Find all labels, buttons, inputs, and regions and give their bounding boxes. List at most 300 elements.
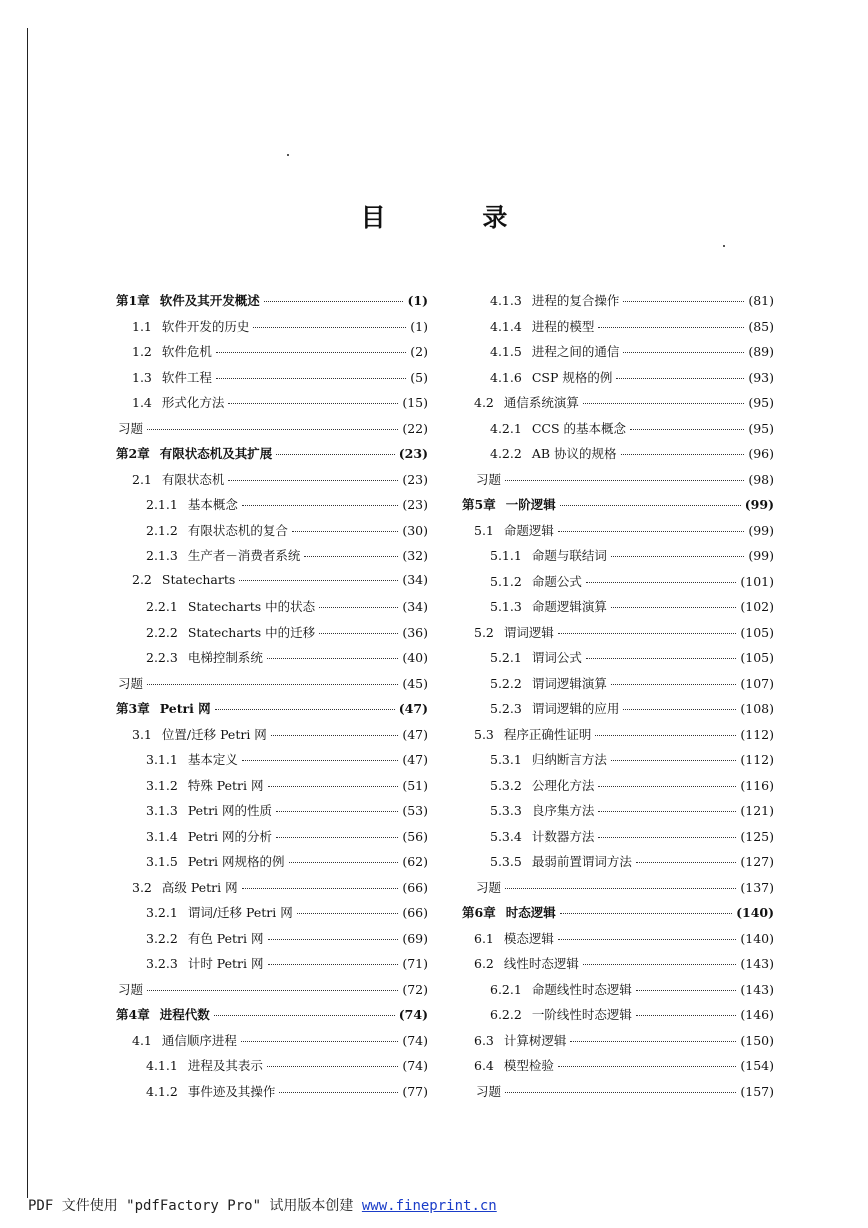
toc-entry-label: 归纳断言方法 — [531, 752, 607, 767]
toc-entry-label: 线性时态逻辑 — [503, 956, 579, 971]
toc-section-entry[interactable] — [462, 1031, 774, 1057]
toc-leader-dots — [264, 301, 404, 302]
toc-leader-dots — [586, 582, 737, 583]
toc-section-entry[interactable] — [116, 903, 428, 929]
toc-leader-dots — [214, 1015, 395, 1016]
toc-entry-page: (23) — [402, 471, 428, 487]
toc-leader-dots — [215, 709, 395, 710]
toc-entry-label: 习题 — [476, 471, 502, 487]
toc-entry-label: 进程的复合操作 — [531, 293, 620, 308]
toc-entry-page: (99) — [744, 497, 774, 512]
toc-section-entry[interactable] — [462, 648, 774, 674]
toc-entry-page: (112) — [740, 726, 774, 742]
toc-entry-label: 通信系统演算 — [503, 395, 579, 410]
toc-leader-dots — [583, 403, 744, 404]
toc-entry-label: 有色 Petri 网 — [187, 930, 264, 946]
toc-entry-page: (36) — [402, 624, 428, 640]
toc-entry-label: Statecharts — [161, 571, 236, 587]
toc-entry-page: (22) — [402, 420, 428, 436]
toc-entry-page: (150) — [740, 1032, 774, 1048]
toc-leader-dots — [304, 556, 398, 557]
toc-leader-dots — [558, 1066, 736, 1067]
toc-leader-dots — [267, 1066, 399, 1067]
toc-entry-page: (77) — [402, 1083, 428, 1099]
toc-leader-dots — [271, 735, 399, 736]
toc-entry-number: 5.1.2 — [490, 573, 522, 589]
toc-section-entry[interactable] — [116, 342, 428, 368]
toc-section-entry[interactable] — [116, 878, 428, 904]
toc-entry-page: (51) — [402, 777, 428, 793]
toc-leader-dots — [216, 378, 406, 379]
toc-leader-dots — [297, 913, 399, 914]
toc-section-entry[interactable] — [462, 980, 774, 1006]
toc-entry-label: 时态逻辑 — [505, 905, 556, 920]
toc-section-entry[interactable] — [462, 342, 774, 368]
toc-entry-label: 软件及其开发概述 — [159, 293, 260, 308]
toc-leader-dots — [558, 531, 744, 532]
toc-entry-page: (32) — [402, 548, 428, 563]
toc-entry-label: 计算树逻辑 — [503, 1032, 567, 1048]
toc-entry-page: (47) — [402, 752, 428, 767]
toc-exercise-entry[interactable] — [462, 878, 774, 904]
toc-leader-dots — [147, 684, 398, 685]
toc-entry-number: 1.2 — [132, 344, 152, 359]
toc-entry-page: (98) — [748, 471, 774, 487]
toc-leader-dots — [623, 301, 744, 302]
toc-section-entry[interactable] — [116, 368, 428, 394]
toc-leader-dots — [598, 811, 736, 812]
toc-entry-label: 公理化方法 — [531, 777, 595, 793]
toc-entry-page: (105) — [740, 650, 774, 665]
toc-entry-label: 特殊 Petri 网 — [187, 777, 264, 793]
toc-section-entry[interactable] — [116, 852, 428, 878]
toc-entry-number: 5.1.1 — [490, 548, 522, 563]
toc-chapter-entry[interactable] — [116, 699, 428, 725]
toc-entry-label: Petri 网的分析 — [187, 828, 273, 844]
toc-entry-page: (47) — [398, 701, 428, 716]
toc-entry-number: 5.3.1 — [490, 752, 522, 767]
toc-chapter-entry[interactable] — [116, 444, 428, 470]
toc-entry-label: 软件危机 — [161, 344, 212, 359]
toc-entry-number: 第2章 — [116, 446, 150, 461]
toc-entry-page: (93) — [748, 369, 774, 385]
toc-entry-label: 一阶逻辑 — [505, 497, 556, 512]
toc-leader-dots — [586, 658, 737, 659]
toc-entry-label: 谓词公式 — [531, 650, 582, 665]
toc-entry-page: (15) — [402, 395, 428, 410]
toc-entry-label: 谓词逻辑的应用 — [531, 701, 620, 716]
toc-section-entry[interactable] — [116, 546, 428, 572]
toc-entry-label: 有限状态机及其扩展 — [159, 446, 273, 461]
toc-entry-number: 5.2 — [474, 624, 494, 640]
toc-entry-label: 有限状态机的复合 — [187, 522, 288, 538]
toc-section-entry[interactable] — [116, 1031, 428, 1057]
toc-entry-page: (95) — [748, 395, 774, 410]
toc-entry-page: (146) — [740, 1007, 774, 1022]
toc-entry-page: (34) — [402, 599, 428, 614]
toc-section-entry[interactable] — [462, 954, 774, 980]
toc-entry-label: 高级 Petri 网 — [161, 879, 238, 895]
toc-leader-dots — [570, 1041, 736, 1042]
toc-entry-number: 第1章 — [116, 293, 150, 308]
toc-entry-number: 3.2.3 — [146, 956, 178, 971]
toc-chapter-entry[interactable] — [462, 903, 774, 929]
toc-entry-number: 3.2.2 — [146, 930, 178, 946]
toc-entry-label: 进程的模型 — [531, 318, 595, 334]
toc-leader-dots — [228, 403, 398, 404]
toc-leader-dots — [228, 480, 398, 481]
toc-section-entry[interactable] — [462, 929, 774, 955]
toc-entry-number: 5.2.2 — [490, 675, 522, 691]
toc-entry-number: 5.3 — [474, 726, 494, 742]
toc-left-column — [116, 291, 428, 1107]
toc-entry-page: (105) — [740, 624, 774, 640]
toc-section-entry[interactable] — [462, 546, 774, 572]
toc-entry-page: (1) — [410, 318, 428, 334]
toc-entry-page: (74) — [402, 1058, 428, 1073]
toc-leader-dots — [319, 633, 398, 634]
toc-entry-number: 5.3.3 — [490, 803, 522, 818]
toc-entry-number: 6.2 — [474, 956, 494, 971]
toc-exercise-entry[interactable] — [116, 980, 428, 1006]
toc-entry-page: (47) — [402, 726, 428, 742]
toc-entry-number: 4.2.2 — [490, 446, 522, 461]
toc-entry-page: (140) — [740, 930, 774, 946]
toc-entry-label: 习题 — [118, 675, 144, 691]
toc-entry-label: 形式化方法 — [161, 395, 225, 410]
toc-chapter-entry[interactable] — [116, 291, 428, 317]
toc-entry-page: (108) — [740, 701, 774, 716]
toc-leader-dots — [242, 505, 399, 506]
toc-entry-page: (23) — [398, 446, 428, 461]
toc-entry-page: (95) — [748, 420, 774, 436]
toc-entry-label: Statecharts 中的状态 — [187, 599, 316, 614]
toc-entry-page: (56) — [402, 828, 428, 844]
toc-entry-page: (125) — [740, 828, 774, 844]
toc-entry-label: 计数器方法 — [531, 828, 595, 844]
toc-entry-page: (96) — [748, 446, 774, 461]
toc-section-entry[interactable] — [462, 368, 774, 394]
toc-section-entry[interactable] — [116, 1082, 428, 1108]
toc-entry-page: (154) — [740, 1058, 774, 1073]
toc-section-entry[interactable] — [462, 776, 774, 802]
toc-leader-dots — [630, 429, 744, 430]
toc-entry-page: (102) — [740, 599, 774, 614]
toc-leader-dots — [505, 888, 736, 889]
toc-section-entry[interactable] — [462, 801, 774, 827]
toc-entry-page: (66) — [402, 879, 428, 895]
toc-section-entry[interactable] — [116, 572, 428, 598]
toc-entry-label: 命题公式 — [531, 573, 582, 589]
toc-entry-number: 2.2.2 — [146, 624, 178, 640]
toc-chapter-entry[interactable] — [462, 495, 774, 521]
toc-entry-number: 4.1.4 — [490, 318, 522, 334]
toc-leader-dots — [147, 990, 398, 991]
footer-link[interactable]: www.fineprint.cn — [361, 1198, 497, 1214]
toc-entry-number: 2.1.1 — [146, 497, 178, 512]
toc-entry-page: (107) — [740, 675, 774, 691]
toc-section-entry[interactable] — [462, 674, 774, 700]
page-title: 目 录 — [360, 203, 552, 232]
toc-section-entry[interactable] — [462, 852, 774, 878]
toc-entry-page: (74) — [402, 1032, 428, 1048]
toc-section-entry[interactable] — [462, 623, 774, 649]
toc-leader-dots — [558, 939, 736, 940]
toc-entry-page: (89) — [748, 344, 774, 359]
toc-section-entry[interactable] — [116, 648, 428, 674]
toc-entry-label: 命题线性时态逻辑 — [531, 981, 632, 997]
toc-entry-label: 模态逻辑 — [503, 930, 554, 946]
toc-leader-dots — [505, 480, 744, 481]
toc-leader-dots — [241, 1041, 398, 1042]
toc-leader-dots — [242, 760, 399, 761]
toc-entry-number: 4.1 — [132, 1032, 152, 1048]
toc-entry-label: Statecharts 中的迁移 — [187, 624, 316, 640]
toc-leader-dots — [598, 327, 744, 328]
toc-entry-number: 6.2.1 — [490, 981, 522, 997]
toc-section-entry[interactable] — [116, 317, 428, 343]
toc-entry-number: 5.3.2 — [490, 777, 522, 793]
toc-entry-page: (157) — [740, 1083, 774, 1099]
toc-entry-label: 谓词逻辑 — [503, 624, 554, 640]
toc-section-entry[interactable] — [116, 750, 428, 776]
footer-text: PDF 文件使用 "pdfFactory Pro" 试用版本创建 — [28, 1198, 354, 1214]
toc-section-entry[interactable] — [116, 929, 428, 955]
toc-entry-label: 命题逻辑演算 — [531, 599, 607, 614]
toc-entry-label: 软件开发的历史 — [161, 318, 250, 334]
toc-entry-number: 2.2 — [132, 571, 152, 587]
toc-entry-page: (121) — [740, 803, 774, 818]
toc-entry-page: (2) — [410, 344, 428, 359]
toc-leader-dots — [558, 633, 736, 634]
toc-entry-number: 第5章 — [462, 497, 496, 512]
toc-exercise-entry[interactable] — [462, 1082, 774, 1108]
toc-leader-dots — [276, 811, 398, 812]
toc-entry-label: 习题 — [118, 420, 144, 436]
toc-entry-number: 3.2.1 — [146, 905, 178, 920]
toc-entry-label: 软件工程 — [161, 369, 212, 385]
toc-entry-number: 4.2 — [474, 395, 494, 410]
toc-entry-label: 最弱前置谓词方法 — [531, 854, 632, 869]
toc-exercise-entry[interactable] — [116, 419, 428, 445]
toc-entry-number: 4.1.3 — [490, 293, 522, 308]
toc-entry-label: Petri 网的性质 — [187, 803, 273, 818]
toc-entry-page: (101) — [740, 573, 774, 589]
toc-entry-page: (62) — [402, 854, 428, 869]
toc-entry-number: 5.3.5 — [490, 854, 522, 869]
toc-section-entry[interactable] — [116, 1056, 428, 1082]
toc-section-entry[interactable] — [116, 521, 428, 547]
toc-entry-number: 3.2 — [132, 879, 152, 895]
toc-entry-page: (71) — [402, 956, 428, 971]
toc-entry-page: (1) — [407, 293, 428, 308]
toc-entry-label: 良序集方法 — [531, 803, 595, 818]
toc-leader-dots — [253, 327, 406, 328]
toc-entry-number: 2.1.3 — [146, 548, 178, 563]
toc-leader-dots — [268, 964, 399, 965]
toc-section-entry[interactable] — [116, 495, 428, 521]
toc-leader-dots — [560, 913, 732, 914]
toc-entry-number: 5.1 — [474, 522, 494, 538]
toc-section-entry[interactable] — [462, 317, 774, 343]
toc-section-entry[interactable] — [116, 827, 428, 853]
toc-entry-label: 通信顺序进程 — [161, 1032, 237, 1048]
toc-entry-page: (72) — [402, 981, 428, 997]
toc-entry-page: (53) — [402, 803, 428, 818]
toc-leader-dots — [319, 607, 398, 608]
toc-leader-dots — [623, 709, 736, 710]
toc-entry-number: 3.1.5 — [146, 854, 178, 869]
toc-entry-label: 命题逻辑 — [503, 522, 554, 538]
toc-entry-number: 3.1.2 — [146, 777, 178, 793]
toc-section-entry[interactable] — [462, 750, 774, 776]
toc-entry-label: 电梯控制系统 — [187, 650, 263, 665]
toc-section-entry[interactable] — [462, 444, 774, 470]
toc-section-entry[interactable] — [116, 470, 428, 496]
toc-leader-dots — [242, 888, 399, 889]
toc-leader-dots — [583, 964, 736, 965]
toc-section-entry[interactable] — [462, 1005, 774, 1031]
toc-entry-number: 6.2.2 — [490, 1007, 522, 1022]
toc-entry-number: 3.1.1 — [146, 752, 178, 767]
toc-entry-page: (30) — [402, 522, 428, 538]
toc-entry-label: 程序正确性证明 — [503, 726, 592, 742]
toc-entry-number: 4.1.1 — [146, 1058, 178, 1073]
toc-leader-dots — [560, 505, 741, 506]
toc-entry-number: 第6章 — [462, 905, 496, 920]
toc-entry-label: 模型检验 — [503, 1058, 554, 1073]
toc-entry-number: 3.1.4 — [146, 828, 178, 844]
toc-entry-page: (127) — [740, 854, 774, 869]
toc-leader-dots — [621, 454, 745, 455]
toc-entry-number: 1.1 — [132, 318, 152, 334]
toc-entry-number: 5.1.3 — [490, 599, 522, 614]
toc-entry-label: 谓词逻辑演算 — [531, 675, 607, 691]
toc-entry-label: 位置/迁移 Petri 网 — [161, 726, 267, 742]
toc-entry-number: 3.1 — [132, 726, 152, 742]
toc-leader-dots — [598, 837, 736, 838]
toc-entry-number: 4.1.2 — [146, 1083, 178, 1099]
scan-speck — [723, 245, 725, 247]
toc-entry-page: (112) — [740, 752, 774, 767]
toc-leader-dots — [636, 1015, 737, 1016]
toc-entry-number: 2.1 — [132, 471, 152, 487]
toc-leader-dots — [268, 939, 399, 940]
toc-entry-label: 谓词/迁移 Petri 网 — [187, 905, 293, 920]
toc-entry-number: 4.1.6 — [490, 369, 522, 385]
toc-entry-page: (40) — [402, 650, 428, 665]
toc-leader-dots — [147, 429, 398, 430]
toc-entry-number: 2.1.2 — [146, 522, 178, 538]
toc-entry-number: 4.2.1 — [490, 420, 522, 436]
toc-entry-label: Petri 网规格的例 — [187, 854, 285, 869]
toc-entry-page: (45) — [402, 675, 428, 691]
toc-section-entry[interactable] — [462, 725, 774, 751]
toc-leader-dots — [636, 990, 737, 991]
toc-section-entry[interactable] — [116, 954, 428, 980]
toc-leader-dots — [611, 556, 745, 557]
toc-leader-dots — [276, 454, 395, 455]
toc-exercise-entry[interactable] — [116, 674, 428, 700]
toc-entry-number: 5.2.1 — [490, 650, 522, 665]
toc-entry-number: 6.4 — [474, 1058, 494, 1073]
toc-entry-label: 进程代数 — [159, 1007, 210, 1022]
toc-entry-label: 习题 — [476, 1083, 502, 1099]
toc-leader-dots — [292, 531, 399, 532]
toc-entry-number: 5.2.3 — [490, 701, 522, 716]
toc-leader-dots — [276, 837, 398, 838]
toc-section-entry[interactable] — [116, 776, 428, 802]
toc-section-entry[interactable] — [462, 291, 774, 317]
toc-entry-page: (99) — [748, 548, 774, 563]
toc-entry-page: (66) — [402, 905, 428, 920]
toc-section-entry[interactable] — [462, 1056, 774, 1082]
toc-entry-number: 4.1.5 — [490, 344, 522, 359]
toc-section-entry[interactable] — [462, 597, 774, 623]
toc-entry-label: 进程及其表示 — [187, 1058, 263, 1073]
toc-section-entry[interactable] — [462, 699, 774, 725]
toc-entry-number: 1.3 — [132, 369, 152, 385]
toc-entry-number: 3.1.3 — [146, 803, 178, 818]
toc-leader-dots — [267, 658, 399, 659]
toc-right-column — [462, 291, 774, 1107]
toc-entry-label: 基本概念 — [187, 497, 238, 512]
toc-entry-number: 第3章 — [116, 701, 150, 716]
toc-exercise-entry[interactable] — [462, 470, 774, 496]
toc-section-entry[interactable] — [462, 393, 774, 419]
toc-entry-label: 基本定义 — [187, 752, 238, 767]
toc-entry-number: 第4章 — [116, 1007, 150, 1022]
toc-section-entry[interactable] — [116, 623, 428, 649]
toc-section-entry[interactable] — [462, 572, 774, 598]
toc-leader-dots — [616, 378, 744, 379]
toc-entry-page: (85) — [748, 318, 774, 334]
toc-entry-label: CCS 的基本概念 — [531, 420, 626, 436]
toc-entry-label: 习题 — [476, 879, 502, 895]
toc-chapter-entry[interactable] — [116, 1005, 428, 1031]
toc-section-entry[interactable] — [116, 393, 428, 419]
toc-entry-label: 生产者－消费者系统 — [187, 548, 301, 563]
toc-entry-page: (116) — [740, 777, 774, 793]
toc-entry-page: (143) — [740, 956, 774, 971]
toc-section-entry[interactable] — [116, 725, 428, 751]
toc-leader-dots — [611, 684, 737, 685]
pdf-footer — [28, 1195, 497, 1215]
toc-leader-dots — [623, 352, 744, 353]
scan-speck — [287, 154, 289, 156]
toc-leader-dots — [611, 607, 737, 608]
toc-section-entry[interactable] — [462, 521, 774, 547]
toc-entry-label: 进程之间的通信 — [531, 344, 620, 359]
toc-leader-dots — [598, 786, 736, 787]
toc-section-entry[interactable] — [116, 801, 428, 827]
toc-entry-page: (5) — [410, 369, 428, 385]
toc-entry-label: 计时 Petri 网 — [187, 956, 264, 971]
toc-entry-number: 5.3.4 — [490, 828, 522, 844]
toc-leader-dots — [595, 735, 736, 736]
toc-section-entry[interactable] — [116, 597, 428, 623]
toc-entry-number: 2.2.1 — [146, 599, 178, 614]
toc-leader-dots — [239, 580, 398, 581]
toc-section-entry[interactable] — [462, 419, 774, 445]
toc-leader-dots — [289, 862, 399, 863]
toc-leader-dots — [611, 760, 737, 761]
toc-entry-page: (81) — [748, 293, 774, 308]
toc-section-entry[interactable] — [462, 827, 774, 853]
toc-entry-page: (23) — [402, 497, 428, 512]
toc-entry-number: 6.3 — [474, 1032, 494, 1048]
toc-entry-page: (34) — [402, 571, 428, 587]
